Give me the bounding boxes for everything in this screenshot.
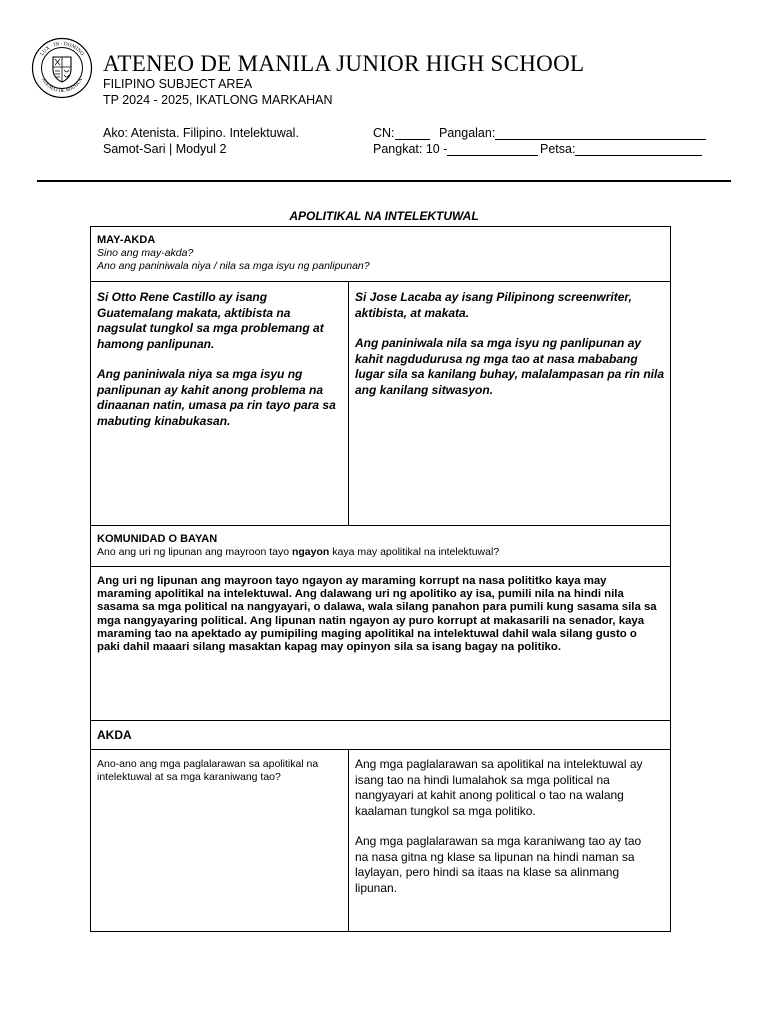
petsa-label: Petsa: bbox=[540, 142, 576, 156]
may-akda-header bbox=[97, 234, 662, 273]
komunidad-question-part-1: Ano ang uri ng lipunan ang mayroon tayo bbox=[97, 546, 292, 558]
akda-column-divider bbox=[348, 749, 349, 931]
pangkat-field[interactable] bbox=[373, 142, 538, 156]
school-term: TP 2024 - 2025, IKATLONG MARKAHAN bbox=[103, 93, 333, 107]
komunidad-answer-text: Ang uri ng lipunan ang mayroon tayo ngayon ay maraming korrupt na nasa polititko kaya may maraming apolitikal na intelektuwal. Ang dalawang uri ng apolitiko ay isa, pumili nila na hindi nila sasama sa mga political na nangyayari, o dalawa, wala silang panahon para pumili kung sasama sila sa mga nangyayaring political. Ang lipunan natin ngayon ay puro korrupt at makasarili na senador, kaya maraming tao na apektado ay pumipiling maging apolitikal na intelektuwal dahil wala silang gusto o paki dahil maaari silang masaktan kapag may opinyon sila sa isang bagay na politiko. bbox=[97, 575, 657, 654]
pangkat-label: Pangkat: 10 - bbox=[373, 142, 448, 156]
komunidad-label: KOMUNIDAD O BAYAN bbox=[97, 533, 218, 545]
akda-label: AKDA bbox=[97, 728, 132, 742]
may-akda-question-2: Ano ang paniniwala niya / nila sa mga isyu ng panlipunan? bbox=[97, 260, 370, 272]
header-divider bbox=[37, 180, 731, 182]
akda-question: Ano-ano ang mga paglalarawan sa apolitikal na intelektuwal at sa mga karaniwang tao? bbox=[97, 758, 319, 783]
castillo-description: Si Otto Rene Castillo ay isang Guatemalang makata, aktibista na nagsulat tungkol sa mga problemang at hamong panlipunan. bbox=[97, 290, 324, 351]
may-akda-header-divider bbox=[90, 281, 671, 282]
pangalan-field[interactable] bbox=[439, 126, 706, 140]
petsa-field[interactable] bbox=[540, 142, 702, 156]
may-akda-label: MAY-AKDA bbox=[97, 234, 156, 246]
petsa-blank[interactable] bbox=[575, 142, 702, 156]
may-akda-column-divider bbox=[348, 281, 349, 526]
akda-question-cell bbox=[97, 758, 339, 784]
may-akda-right-answer bbox=[355, 290, 667, 398]
ako-line: Ako: Atenista. Filipino. Intelektuwal. bbox=[103, 126, 299, 140]
document-title: APOLITIKAL NA INTELEKTUWAL bbox=[289, 209, 479, 223]
castillo-belief: Ang paniniwala niya sa mga isyu ng panlipunan ay kahit anong problema na dinaanan natin, umasa pa rin tayo para sa mabuting kinabukasan. bbox=[97, 367, 336, 428]
apolitikal-description: Ang mga paglalarawan sa apolitikal na intelektuwal ay isang tao na hindi lumalahok sa mga political na nangyayari at kahit anong political o tao na walang kaalaman tungkol sa mga politiko. bbox=[355, 757, 643, 818]
may-akda-question-1: Sino ang may-akda? bbox=[97, 247, 194, 259]
komunidad-question bbox=[97, 546, 662, 559]
komunidad-question-part-2: kaya may apolitikal na intelektuwal? bbox=[329, 546, 500, 558]
school-name: ATENEO DE MANILA JUNIOR HIGH SCHOOL bbox=[103, 51, 585, 76]
komunidad-question-emphasis: ngayon bbox=[291, 546, 330, 558]
module-line: Samot-Sari | Modyul 2 bbox=[103, 142, 227, 156]
svg-text:LUX · IN · DOMINO: LUX · IN · DOMINO bbox=[39, 40, 85, 57]
subject-area: FILIPINO SUBJECT AREA bbox=[103, 77, 253, 91]
pangkat-blank[interactable] bbox=[447, 142, 538, 156]
komunidad-header bbox=[97, 533, 662, 559]
komunidad-answer bbox=[97, 575, 659, 654]
akda-header bbox=[97, 729, 397, 742]
cn-blank[interactable] bbox=[395, 126, 430, 140]
pangalan-label: Pangalan: bbox=[439, 126, 496, 140]
svg-text:ATENEO DE MANILA: ATENEO DE MANILA bbox=[40, 76, 84, 95]
may-akda-left-answer bbox=[97, 290, 341, 429]
pangalan-blank[interactable] bbox=[495, 126, 706, 140]
akda-header-divider bbox=[90, 749, 671, 750]
akda-answer-cell bbox=[355, 757, 655, 896]
ateneo-seal-logo bbox=[31, 37, 93, 99]
karaniwang-tao-description: Ang mga paglalarawan sa mga karaniwang tao ay tao na nasa gitna ng klase sa lipunan na hindi naman sa laylayan, pero hindi sa itaas na klase sa alinmang lipunan. bbox=[355, 834, 642, 895]
cn-field[interactable] bbox=[373, 126, 430, 140]
lacaba-description: Si Jose Lacaba ay isang Pilipinong screenwriter, aktibista, at makata. bbox=[355, 290, 632, 320]
lacaba-belief: Ang paniniwala nila sa mga isyu ng panlipunan ay kahit nagdudurusa ng mga tao at nasa mababang lugar sila sa kanilang buhay, malalampasan pa rin nila ang kanilang sitwasyon. bbox=[355, 336, 664, 397]
komunidad-header-divider-top bbox=[90, 525, 671, 526]
cn-label: CN: bbox=[373, 126, 395, 140]
